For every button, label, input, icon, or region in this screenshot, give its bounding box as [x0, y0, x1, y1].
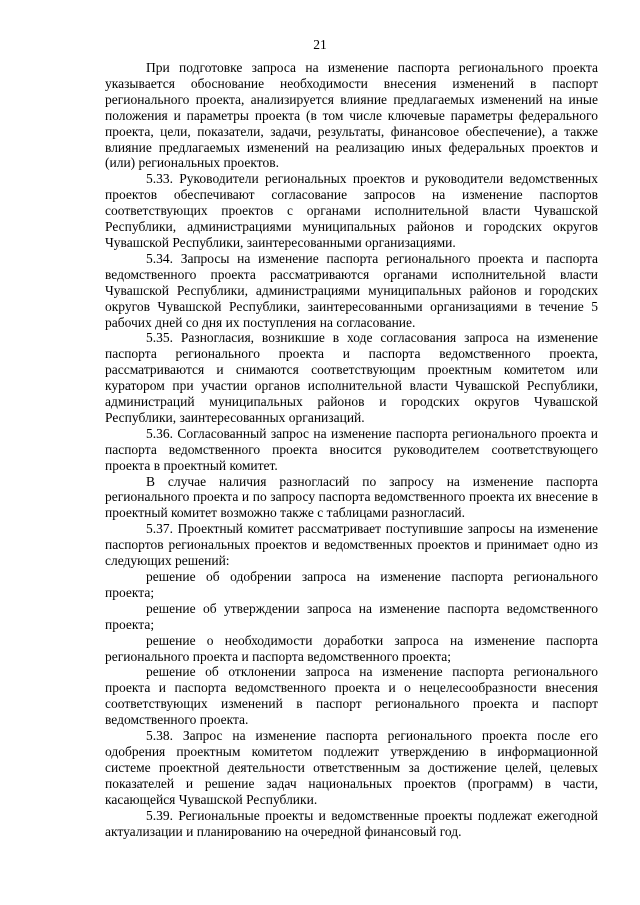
paragraph-5-35: 5.35. Разногласия, возникшие в ходе согласования запроса на изменение паспорта регионального проекта и паспорта ведомственного проекта, рассматриваются и снимаются соответствующим проектным комитетом или куратором при участии органов исполнительной власти Чувашской Республики, администраций муниципальных районов и городских округов Чувашской Республики, заинтересованных организаций.	[105, 330, 598, 425]
paragraph-5-37: 5.37. Проектный комитет рассматривает поступившие запросы на изменение паспортов региональных проектов и ведомственных проектов и принимает одно из следующих решений:	[105, 521, 598, 569]
paragraph-change-request-justification: При подготовке запроса на изменение паспорта регионального проекта указывается обоснование необходимости внесения изменений в паспорт регионального проекта, анализируется влияние предлагаемых изменений на иные положения и параметры проекта (в том числе ключевые параметры федерального проекта, цели, показатели, задачи, результаты, финансовое обеспечение), а также влияние предлагаемых изменений на реализацию иных федеральных проектов и (или) региональных проектов.	[105, 60, 598, 171]
decision-revision-required: решение о необходимости доработки запроса на изменение паспорта регионального проекта и паспорта ведомственного проекта;	[105, 632, 598, 664]
paragraph-5-38: 5.38. Запрос на изменение паспорта регионального проекта после его одобрения проектным комитетом подлежит утверждению в информационной системе проектной деятельности ответственным за достижение целей, целевых показателей и решение задач национальных проектов (программ) в части, касающейся Чувашской Республики.	[105, 728, 598, 807]
paragraph-disagreements: В случае наличия разногласий по запросу на изменение паспорта регионального проекта и по запросу паспорта ведомственного проекта их внесение в проектный комитет возможно также с таблицами разногласий.	[105, 473, 598, 521]
decision-approval-regional: решение об одобрении запроса на изменение паспорта регионального проекта;	[105, 569, 598, 600]
paragraph-5-33: 5.33. Руководители региональных проектов и руководители ведомственных проектов обеспечивают согласование запросов на изменение паспортов соответствующих проектов с органами исполнительной власти Чувашской Республики, администрациями муниципальных районов и городских округов Чувашской Республики, заинтересованными организациями.	[105, 171, 598, 250]
decision-approval-departmental: решение об утверждении запроса на изменение паспорта ведомственного проекта;	[105, 600, 598, 632]
paragraph-5-36: 5.36. Согласованный запрос на изменение паспорта регионального проекта и паспорта ведомственного проекта вносится руководителем соответствующего проекта в проектный комитет.	[105, 425, 598, 473]
paragraph-5-34: 5.34. Запросы на изменение паспорта регионального проекта и паспорта ведомственного проекта рассматриваются органами исполнительной власти Чувашской Республики, администрациями муниципальных районов и городских округов Чувашской Республики, заинтересованными организациями в течение 5 рабочих дней со дня их поступления на согласование.	[105, 250, 598, 330]
page-number: 21	[313, 37, 327, 52]
paragraph-5-39: 5.39. Региональные проекты и ведомственные проекты подлежат ежегодной актуализации и планированию на очередной финансовый год.	[105, 807, 598, 839]
decision-rejection: решение об отклонении запроса на изменение паспорта регионального проекта и паспорта ведомственного проекта и о нецелесообразности внесения соответствующих изменений в паспорт регионального проекта и паспорт ведомственного проекта.	[105, 664, 598, 728]
document-body	[105, 60, 598, 839]
